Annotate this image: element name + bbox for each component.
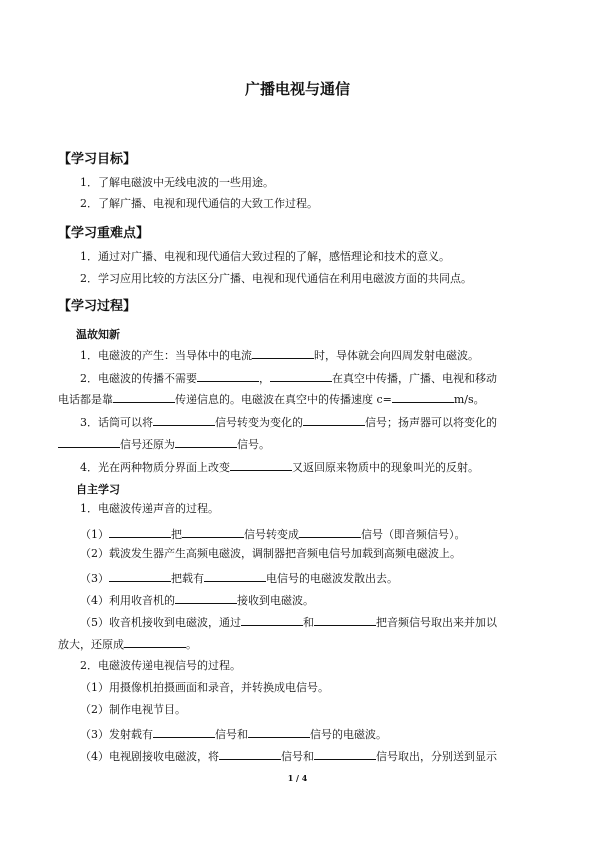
answer-blank[interactable] — [314, 614, 376, 626]
section-heading-goals: 【学习目标】 — [58, 152, 137, 167]
answer-blank[interactable] — [124, 636, 186, 648]
review-line-1: 1．电磁波的产生：当导体中的电流 时，导体就会向四周发射电磁波。 — [80, 349, 479, 362]
answer-blank[interactable] — [109, 570, 171, 582]
answer-blank[interactable] — [252, 347, 314, 359]
self-line-5: （5）收音机接收到电磁波，通过 和 把音频信号取出来并加以 — [80, 616, 497, 629]
answer-blank[interactable] — [204, 570, 266, 582]
goal-item-2: 2．了解广播、电视和现代通信的大致工作过程。 — [80, 197, 318, 210]
answer-blank[interactable] — [314, 748, 376, 760]
key-item-1: 1．通过对广播、电视和现代通信大致过程的了解，感悟理论和技术的意义。 — [80, 250, 450, 263]
self-line-4: （4）利用收音机的 接收到电磁波。 — [80, 594, 314, 607]
review-line-2: 2．电磁波的传播不需要 ， 在真空中传播，广播、电视和移动 — [80, 372, 497, 385]
answer-blank[interactable] — [197, 370, 259, 382]
answer-blank[interactable] — [303, 414, 365, 426]
subheading-self-study: 自主学习 — [76, 483, 120, 496]
answer-blank[interactable] — [182, 526, 244, 538]
self-line-7: （2）制作电视节目。 — [80, 703, 186, 716]
page-title: 广播电视与通信 — [244, 80, 350, 98]
answer-blank[interactable] — [58, 436, 120, 448]
answer-blank[interactable] — [241, 614, 303, 626]
self-step-1: 1．电磁波传递声音的过程。 — [80, 502, 219, 515]
self-line-3: （3） 把载有 电信号的电磁波发散出去。 — [80, 572, 398, 585]
answer-blank[interactable] — [219, 748, 281, 760]
goal-item-1: 1．了解电磁波中无线电波的一些用途。 — [80, 176, 274, 189]
answer-blank[interactable] — [299, 526, 361, 538]
self-line-5-cont: 放大，还原成 。 — [58, 638, 197, 651]
subheading-review: 温故知新 — [76, 328, 120, 341]
review-line-3: 3．话筒可以将 信号转变为变化的 信号；扬声器可以将变化的 — [80, 416, 497, 429]
self-line-9: （4）电视剧接收电磁波，将 信号和 信号取出，分别送到显示 — [80, 750, 497, 763]
section-heading-process: 【学习过程】 — [58, 299, 137, 314]
answer-blank[interactable] — [248, 726, 310, 738]
answer-blank[interactable] — [113, 391, 175, 403]
self-line-1: （1） 把 信号转变成 信号（即音频信号）。 — [80, 528, 466, 541]
answer-blank[interactable] — [175, 436, 237, 448]
key-item-2: 2．学习应用比较的方法区分广播、电视和现代通信在利用电磁波方面的共同点。 — [80, 272, 472, 285]
answer-blank[interactable] — [175, 592, 237, 604]
self-step-2: 2．电磁波传递电视信号的过程。 — [80, 659, 241, 672]
page-number: 1 / 4 — [287, 773, 308, 783]
self-line-6: （1）用摄像机拍摄画面和录音，并转换成电信号。 — [80, 681, 329, 694]
review-line-4: 4．光在两种物质分界面上改变 又返回原来物质中的现象叫光的反射。 — [80, 461, 479, 474]
review-line-2-cont: 电话都是靠 传递信息的。电磁波在真空中的传播速度 c= m/s。 — [58, 393, 485, 406]
self-line-2: （2）载波发生器产生高频电磁波，调制器把音频电信号加载到高频电磁波上。 — [80, 547, 461, 560]
review-line-3-cont: 信号还原为 信号。 — [58, 436, 270, 452]
answer-blank[interactable] — [230, 459, 292, 471]
answer-blank[interactable] — [109, 526, 171, 538]
answer-blank[interactable] — [153, 726, 215, 738]
section-heading-keys: 【学习重难点】 — [58, 226, 150, 241]
answer-blank[interactable] — [153, 414, 215, 426]
answer-blank[interactable] — [392, 391, 454, 403]
answer-blank[interactable] — [270, 370, 332, 382]
self-line-8: （3）发射载有 信号和 信号的电磁波。 — [80, 728, 387, 741]
